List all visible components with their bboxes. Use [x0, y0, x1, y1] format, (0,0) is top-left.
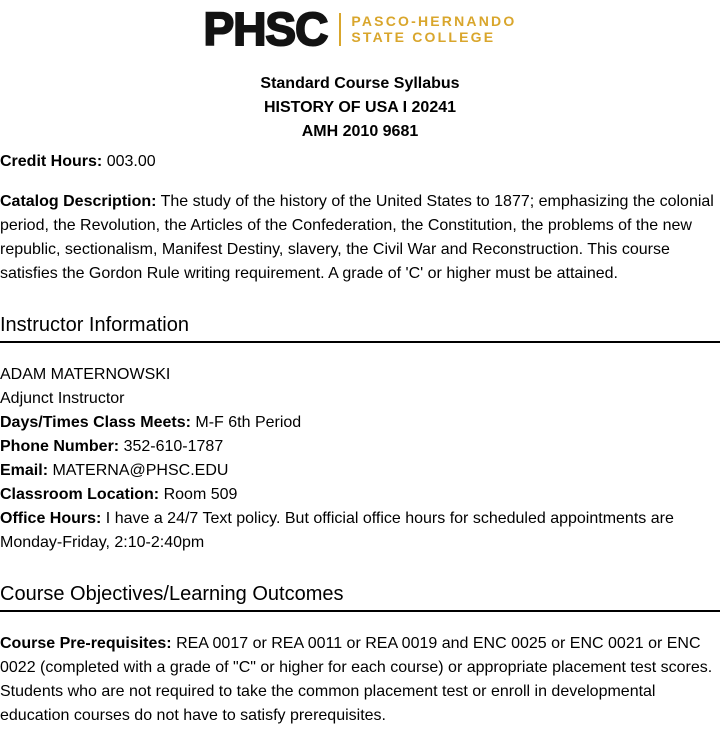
- field-days-times-value: M-F 6th Period: [195, 414, 302, 431]
- phsc-logo: [203, 3, 517, 55]
- instructor-details: [0, 363, 720, 555]
- college-logo: [0, 3, 720, 55]
- syllabus-page: [0, 3, 720, 728]
- field-office-hours-value: I have a 24/7 Text policy. But official office hours for scheduled appointments are Monday-Friday, 2:10-2:40pm: [0, 510, 674, 551]
- phsc-logo-acronym: PHSC: [203, 3, 328, 55]
- field-office-hours-label: Office Hours:: [0, 510, 102, 527]
- credit-hours-row: [0, 150, 720, 174]
- course-prerequisites-text: REA 0017 or REA 0011 or REA 0019 and ENC 0025 or ENC 0021 or ENC 0022 (completed with a grade of "C" or higher for each course) or appropriate placement test scores. Students who are not required to take the common placement test or enroll in developmental education courses do not have to satisfy prerequisites.: [0, 635, 713, 724]
- document-titles: [0, 72, 720, 144]
- course-code: AMH 2010 9681: [301, 123, 419, 140]
- field-classroom-location: [0, 483, 720, 507]
- catalog-description-label: Catalog Description:: [0, 193, 157, 210]
- field-email: [0, 459, 720, 483]
- field-email-label: Email:: [0, 462, 49, 479]
- field-phone-label: Phone Number:: [0, 438, 120, 455]
- credit-hours-value: 003.00: [106, 153, 156, 170]
- section-heading-course-objectives: Course Objectives/Learning Outcomes: [0, 581, 720, 612]
- section-heading-instructor-information: Instructor Information: [0, 312, 720, 343]
- field-classroom-label: Classroom Location:: [0, 486, 160, 503]
- instructor-name: ADAM MATERNOWSKI: [0, 366, 171, 383]
- course-prerequisites-label: Course Pre-requisites:: [0, 635, 172, 652]
- college-name-line1: PASCO-HERNANDO: [351, 13, 517, 29]
- field-email-value: MATERNA@PHSC.EDU: [52, 462, 229, 479]
- field-days-times-label: Days/Times Class Meets:: [0, 414, 191, 431]
- field-phone-number: [0, 435, 720, 459]
- course-title: HISTORY OF USA I 20241: [263, 99, 457, 116]
- field-phone-value: 352-610-1787: [123, 438, 224, 455]
- syllabus-title: Standard Course Syllabus: [260, 75, 460, 92]
- college-name: [351, 13, 516, 45]
- logo-divider: [339, 13, 341, 46]
- course-prerequisites: [0, 632, 720, 728]
- college-name-line2: STATE COLLEGE: [351, 29, 496, 45]
- catalog-description: [0, 190, 720, 286]
- field-days-times-class-meets: [0, 411, 720, 435]
- credit-hours-label: Credit Hours:: [0, 153, 103, 170]
- field-classroom-value: Room 509: [163, 486, 238, 503]
- field-office-hours: [0, 507, 720, 555]
- catalog-description-text: The study of the history of the United States to 1877; emphasizing the colonial period, the Revolution, the Articles of the Confederation, the Constitution, the problems of the new republic, sectionalism, Manifest Destiny, slavery, the Civil War and Reconstruction. This course satisfies the Gordon Rule writing requirement. A grade of 'C' or higher must be attained.: [0, 193, 714, 282]
- instructor-title: Adjunct Instructor: [0, 390, 125, 407]
